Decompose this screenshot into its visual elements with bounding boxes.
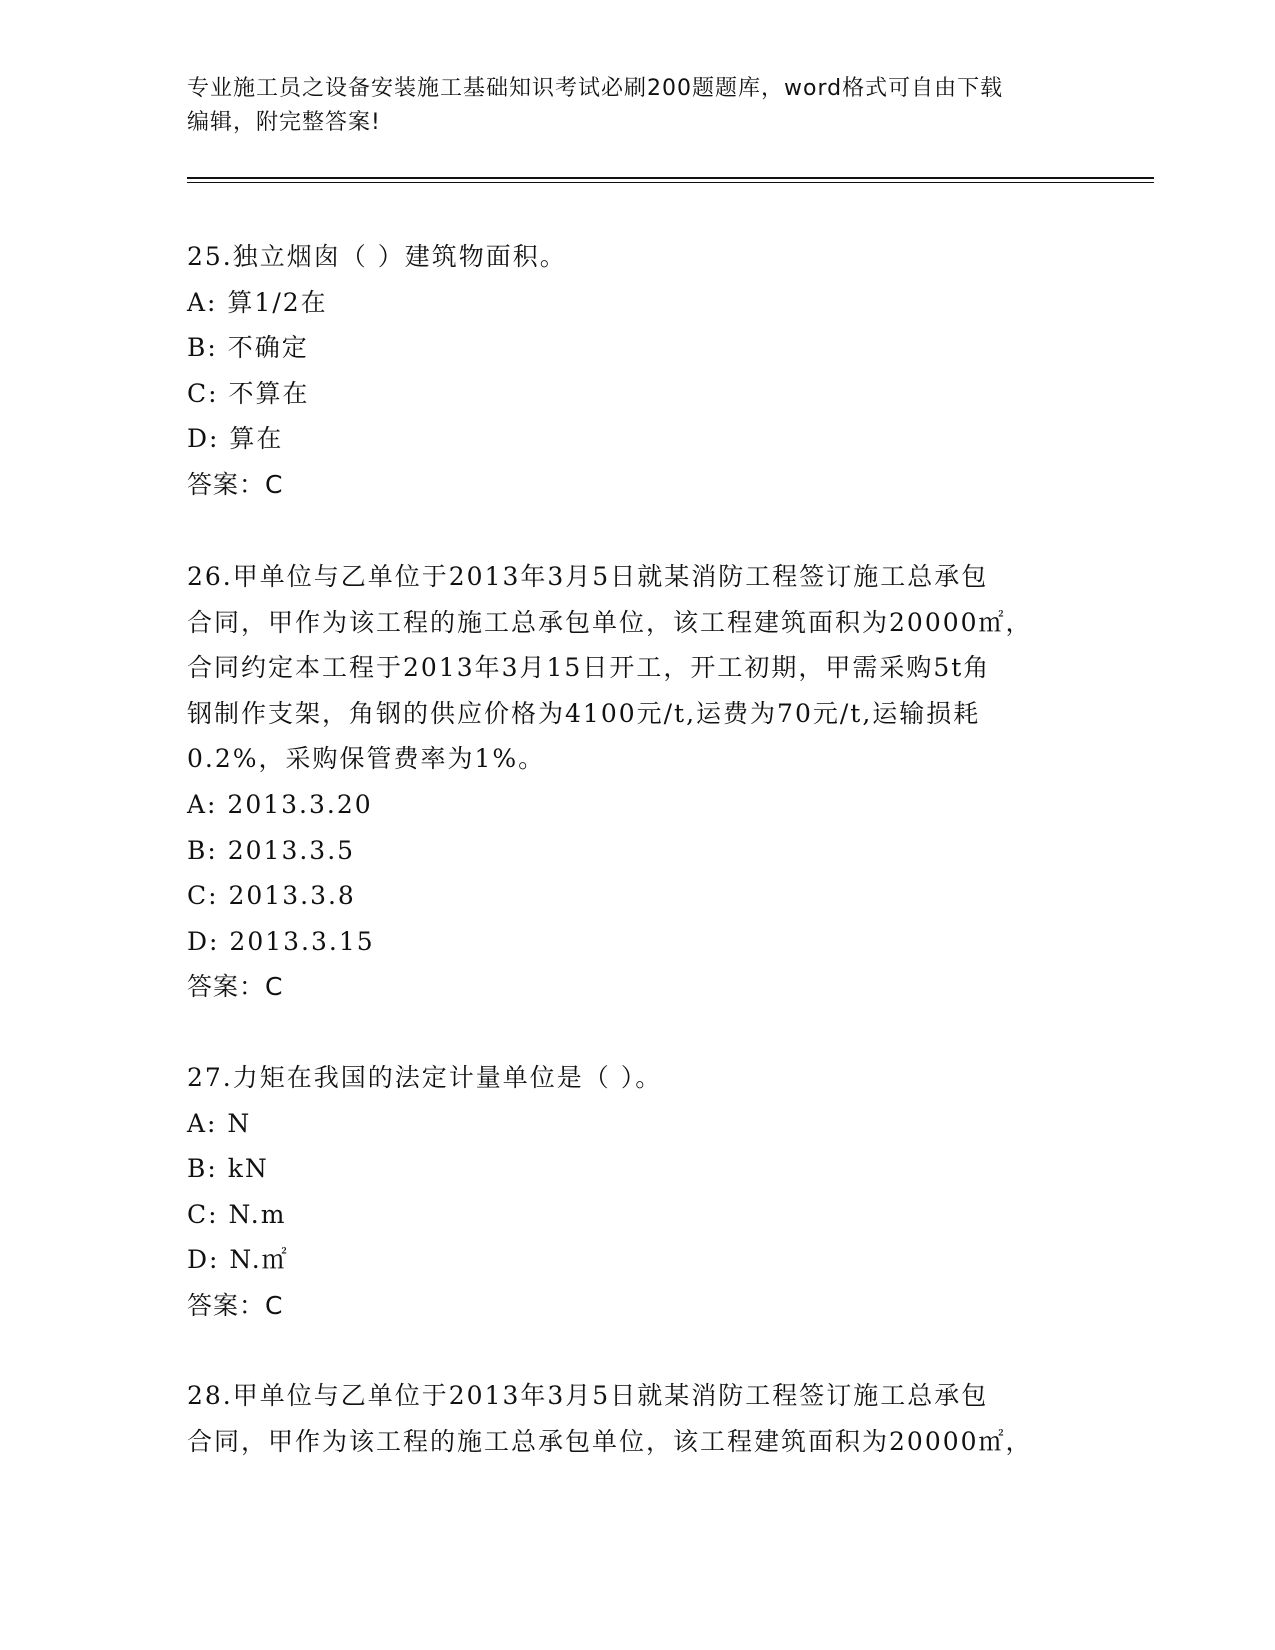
question-stem-line: 合同约定本工程于2013年3月15日开工，开工初期，甲需采购5t角 xyxy=(187,653,991,683)
question-28 xyxy=(187,1373,1087,1464)
option-c: C: N.m xyxy=(187,1199,287,1229)
header-title-line1: 专业施工员之设备安装施工基础知识考试必刷200题题库，word格式可自由下载 xyxy=(187,76,1004,101)
answer: 答案：C xyxy=(187,469,284,499)
option-b: B: 不确定 xyxy=(187,333,309,363)
document-header xyxy=(187,72,1087,140)
question-stem: 27.力矩在我国的法定计量单位是（ ）。 xyxy=(187,1063,663,1092)
question-stem-line: 合同，甲作为该工程的施工总承包单位，该工程建筑面积为20000㎡， xyxy=(187,1426,1033,1456)
option-a: A: 算1/2在 xyxy=(187,287,328,317)
question-26 xyxy=(187,554,1087,1010)
option-d: D: 算在 xyxy=(187,424,284,454)
header-divider-thick xyxy=(187,177,1154,179)
option-b: B: kN xyxy=(187,1154,269,1184)
question-25 xyxy=(187,234,1087,508)
option-d: D: N.㎡ xyxy=(187,1245,289,1275)
question-27 xyxy=(187,1055,1087,1329)
answer: 答案：C xyxy=(187,1290,284,1320)
question-stem-line: 0.2%，采购保管费率为1%。 xyxy=(187,744,546,774)
question-stem-line: 钢制作支架，角钢的供应价格为4100元/t,运费为70元/t,运输损耗 xyxy=(187,698,981,728)
question-stem-line: 合同，甲作为该工程的施工总承包单位，该工程建筑面积为20000㎡， xyxy=(187,607,1033,637)
question-stem-line: 28.甲单位与乙单位于2013年3月5日就某消防工程签订施工总承包 xyxy=(187,1381,989,1410)
option-c: C: 2013.3.8 xyxy=(187,881,356,911)
question-stem: 25.独立烟囱（ ）建筑物面积。 xyxy=(187,242,567,271)
option-b: B: 2013.3.5 xyxy=(187,835,356,865)
option-c: C: 不算在 xyxy=(187,378,310,408)
header-title-line2: 编辑，附完整答案! xyxy=(187,110,381,135)
answer: 答案：C xyxy=(187,972,284,1002)
option-a: A: N xyxy=(187,1108,252,1138)
header-divider-thin xyxy=(187,182,1154,183)
option-d: D: 2013.3.15 xyxy=(187,926,375,956)
option-a: A: 2013.3.20 xyxy=(187,789,373,819)
question-stem-line: 26.甲单位与乙单位于2013年3月5日就某消防工程签订施工总承包 xyxy=(187,562,989,591)
